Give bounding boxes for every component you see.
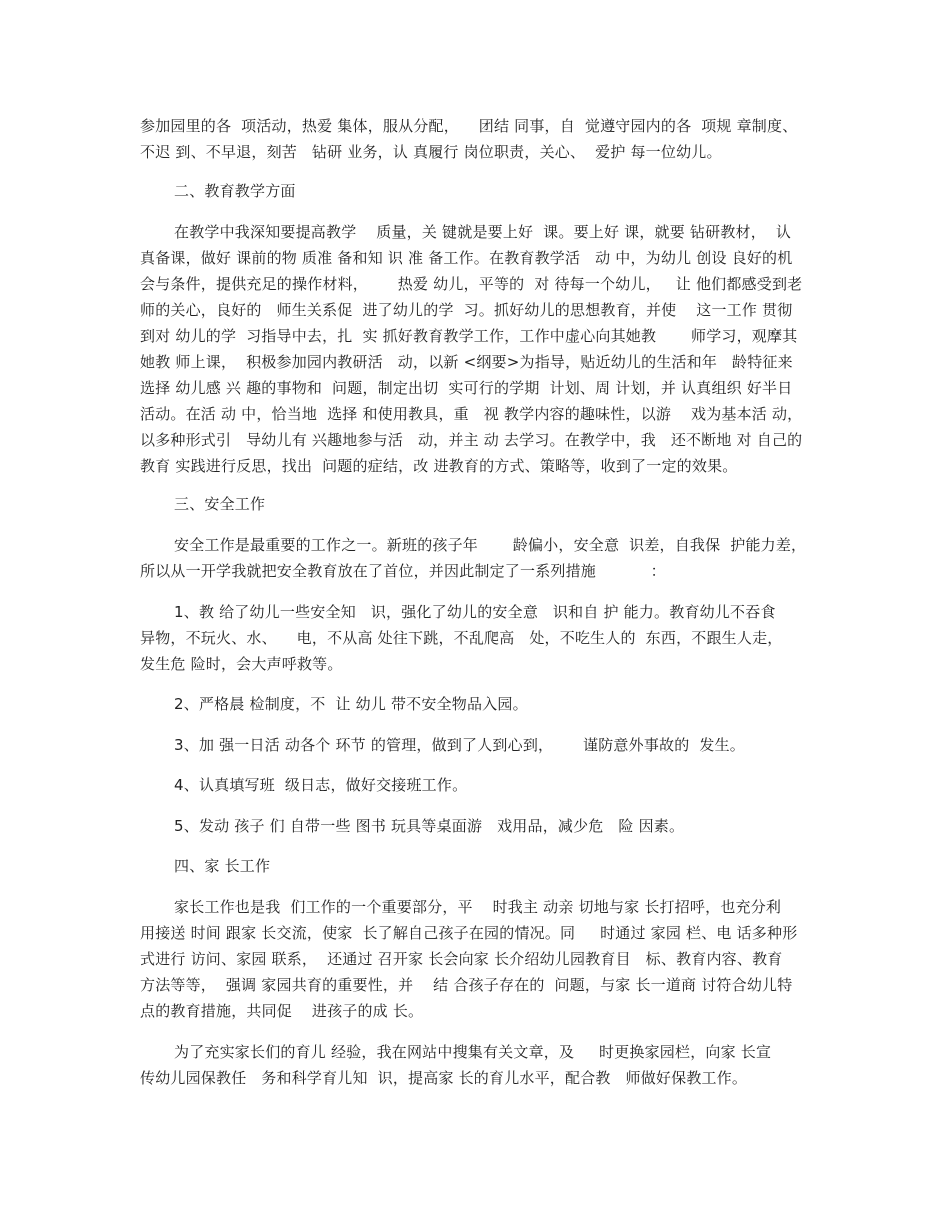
section-heading-parents: 四、家 长工作 bbox=[174, 857, 271, 875]
paragraph-line: 方法等等， 强调 家园共育的重要性，并 结 合孩子存在的 问题，与家 长一道商 讨符合幼儿特 bbox=[140, 976, 793, 994]
section-heading-teaching: 二、教育教学方面 bbox=[174, 182, 296, 200]
intro-line-1: 参加园里的各 项活动，热爱 集体，服从分配， 团结 同事，自 觉遵守园内的各 项规 章制度、 bbox=[140, 117, 798, 135]
list-item: 3、加 强一日活 动各个 环节 的管理，做到了人到心到， 谨防意外事故的 发生。 bbox=[174, 736, 745, 754]
list-item: 1、教 给了幼儿一些安全知 识，强化了幼儿的安全意 识和自 护 能力。教育幼儿不吞食 bbox=[174, 603, 776, 621]
list-item: 异物，不玩火、水、 电，不从高 处往下跳，不乱爬高 处，不吃生人的 东西，不跟生人走， bbox=[140, 629, 783, 647]
paragraph-line: 传幼儿园保教任 务和科学育儿知 识，提高家 长的育儿水平，配合教 师做好保教工作。 bbox=[140, 1069, 748, 1087]
paragraph-line: 以多种形式引 导幼儿有 兴趣地参与活 动，并主 动 去学习。在教学中，我 还不断地 对 自己的 bbox=[140, 431, 803, 449]
paragraph-line: 在教学中我深知要提高教学 质量，关 键就是要上好 课。要上好 课，就要 钻研教材， 认 bbox=[174, 223, 792, 241]
list-item: 发生危 险时，会大声呼救等。 bbox=[140, 655, 343, 673]
section-heading-safety: 三、安全工作 bbox=[174, 495, 266, 513]
paragraph-line: 用接送 时间 跟家 长交流，使家 长了解自己孩子在园的情况。同 时通过 家园 栏、电 话多种形 bbox=[140, 924, 798, 942]
intro-line-2: 不迟 到、不早退，刻苦 钻研 业务，认 真履行 岗位职责，关心、 爱护 每一位幼儿。 bbox=[140, 143, 722, 161]
paragraph-line: 家长工作也是我 们工作的一个重要部分，平 时我主 动亲 切地与家 长打招呼，也充分利 bbox=[174, 898, 782, 916]
paragraph-line: 点的教育措施，共同促 进孩子的成 长。 bbox=[140, 1002, 424, 1020]
paragraph-line: 选择 幼儿感 兴 趣的事物和 问题，制定出切 实可行的学期 计划、周 计划，并 认真组织 好半日 bbox=[140, 379, 793, 397]
list-item: 4、认真填写班 级日志，做好交接班工作。 bbox=[174, 776, 468, 794]
paragraph-line: 为了充实家长们的育儿 经验，我在网站中搜集有关文章，及 时更换家园栏，向家 长宣 bbox=[174, 1043, 772, 1061]
list-item: 2、严格晨 检制度，不 让 幼儿 带不安全物品入园。 bbox=[174, 695, 528, 713]
paragraph-line: 所以从一开学我就把安全教育放在了首位，并因此制定了一系列措施 ： bbox=[140, 562, 666, 580]
paragraph-line: 真备课，做好 课前的物 质准 备和知 识 准 备工作。在教育教学活 动 中，为幼儿 创设 良好的机 bbox=[140, 249, 793, 267]
paragraph-line: 她教 师上课， 积极参加园内教研活 动，以新 <纲要>为指导，贴近幼儿的生活和年 龄特征来 bbox=[140, 353, 793, 371]
paragraph-line: 安全工作是最重要的工作之一。新班的孩子年 龄偏小，安全意 识差，自我保 护能力差， bbox=[174, 536, 807, 554]
paragraph-line: 师的关心，良好的 师生关系促 进了幼儿的学 习。抓好幼儿的思想教育，并使 这一工作 贯彻 bbox=[140, 301, 793, 319]
paragraph-line: 会与条件，提供充足的操作材料， 热爱 幼儿，平等的 对 待每一个幼儿， 让 他们都感受到老 bbox=[140, 275, 803, 293]
paragraph-line: 到对 幼儿的学 习指导中去，扎 实 抓好教育教学工作，工作中虚心向其她教 师学习，观摩其 bbox=[140, 327, 798, 345]
paragraph-line: 式进行 访问、家园 联系， 还通过 召开家 长会向家 长介绍幼儿园教育目 标、教育内容、教育 bbox=[140, 950, 783, 968]
paragraph-line: 教育 实践进行反思，找出 问题的症结，改 进教育的方式、策略等，收到了一定的效果。 bbox=[140, 457, 738, 475]
list-item: 5、发动 孩子 们 自带一些 图书 玩具等桌面游 戏用品，减少危 险 因素。 bbox=[174, 817, 685, 835]
paragraph-line: 活动。在活 动 中，恰当地 选择 和使用教具，重 视 教学内容的趣味性，以游 戏为基本活 动， bbox=[140, 405, 803, 423]
